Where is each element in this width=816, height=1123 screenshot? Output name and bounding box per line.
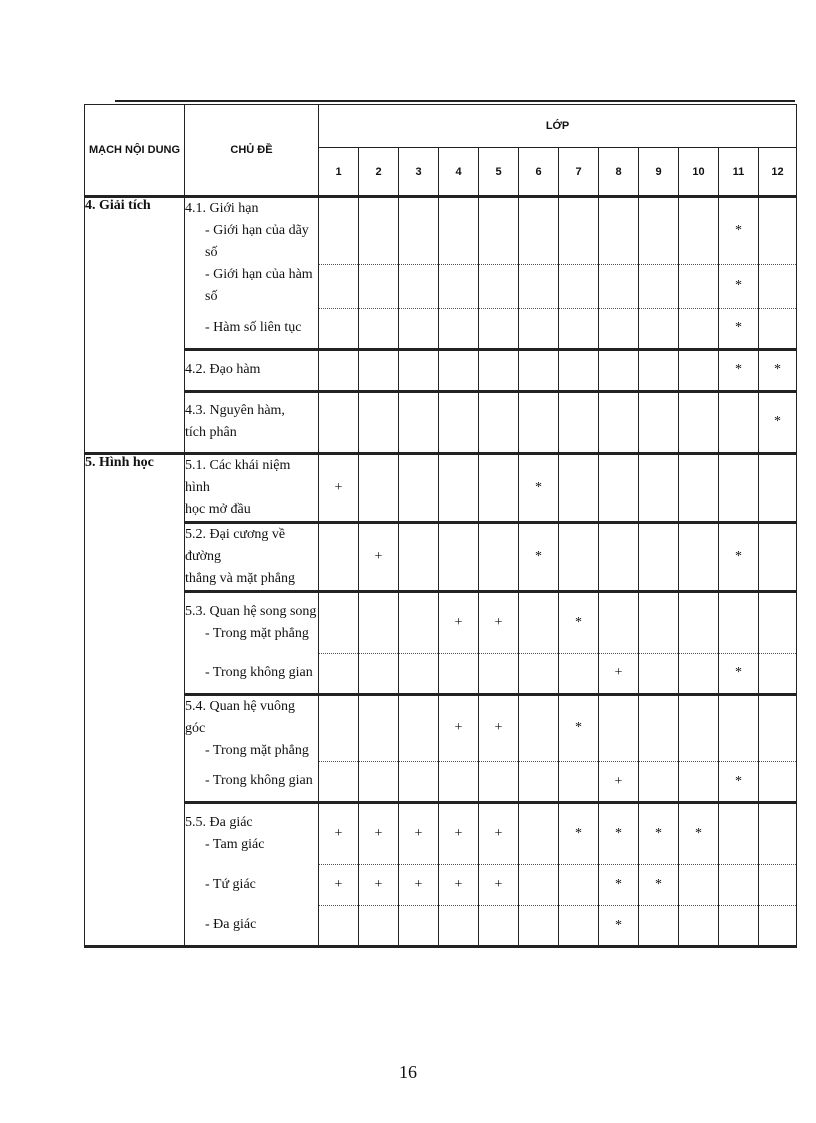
mark-cell-grade-12 [759,197,797,265]
mark-cell-grade-1 [319,906,359,947]
mark-cell-grade-1 [319,694,359,762]
mark-cell-grade-4 [439,906,479,947]
mark-cell-grade-7: * [559,694,599,762]
mark-cell-grade-11: * [719,349,759,391]
mark-cell-grade-12 [759,906,797,947]
mark-cell-grade-5 [479,349,519,391]
subtopic-text: - Trong mặt phẳng [205,742,309,758]
mark-cell-grade-5 [479,391,519,453]
mark-cell-grade-2 [359,762,399,803]
topic-title-line: 5.4. Quan hệ vuông góc [185,698,296,736]
mark-cell-grade-4 [439,349,479,391]
mark-cell-grade-9: * [639,803,679,865]
mark-cell-grade-4: + [439,694,479,762]
mark-cell-grade-7 [559,865,599,906]
subtopic-text: - Giới hạn của hàm số [205,267,313,304]
table-row [85,803,797,865]
mark-cell-grade-10 [679,308,719,349]
mark-cell-grade-1 [319,197,359,265]
mark-cell-grade-1 [319,522,359,591]
mark-cell-grade-3 [399,349,439,391]
subtopic-text: - Tam giác [205,837,265,853]
table-row [85,762,797,803]
mark-cell-grade-9 [639,522,679,591]
table-row [85,349,797,391]
mark-cell-grade-8: * [599,865,639,906]
mark-cell-grade-11 [719,391,759,453]
mark-cell-grade-9: * [639,865,679,906]
mark-cell-grade-5: + [479,803,519,865]
subtopic-text: - Trong không gian [205,773,313,789]
mark-cell-grade-9 [639,694,679,762]
mark-cell-grade-8: + [599,653,639,694]
mark-cell-grade-12 [759,762,797,803]
mark-cell-grade-2 [359,906,399,947]
mark-cell-grade-4 [439,264,479,308]
mark-cell-grade-4 [439,453,479,522]
mark-cell-grade-3 [399,197,439,265]
topic-title [185,453,319,522]
topic-title-line: 5.2. Đại cương về đường [185,526,286,564]
grade-header-3: 3 [399,148,439,197]
mark-cell-grade-12 [759,865,797,906]
mark-cell-grade-3 [399,653,439,694]
mark-cell-grade-11 [719,906,759,947]
mark-cell-grade-7 [559,308,599,349]
mark-cell-grade-4: + [439,865,479,906]
mark-cell-grade-4 [439,308,479,349]
mark-cell-grade-11: * [719,522,759,591]
mark-cell-grade-8 [599,349,639,391]
mark-cell-grade-7 [559,453,599,522]
mark-cell-grade-9 [639,391,679,453]
table-row [85,308,797,349]
topic-title-line: thẳng và mặt phẳng [185,570,296,586]
mark-cell-grade-7: * [559,803,599,865]
mark-cell-grade-11: * [719,653,759,694]
grade-group-header: LỚP [319,105,797,148]
mark-cell-grade-1 [319,591,359,653]
mark-cell-grade-9 [639,264,679,308]
subtopic-label [185,865,319,906]
grade-header-8: 8 [599,148,639,197]
mark-cell-grade-9 [639,453,679,522]
mark-cell-grade-3 [399,694,439,762]
table-row [85,453,797,522]
mark-cell-grade-8: * [599,906,639,947]
mark-cell-grade-1: + [319,865,359,906]
mark-cell-grade-2 [359,264,399,308]
topic-title-line: 5.3. Quan hệ song song [185,603,317,619]
mark-cell-grade-10: * [679,803,719,865]
subtopic-label [185,694,319,762]
mark-cell-grade-2 [359,349,399,391]
grade-header-4: 4 [439,148,479,197]
grade-header-10: 10 [679,148,719,197]
mark-cell-grade-1 [319,349,359,391]
mark-cell-grade-11 [719,803,759,865]
curriculum-table [84,104,797,948]
mark-cell-grade-2 [359,453,399,522]
mark-cell-grade-5 [479,264,519,308]
table-body [85,197,797,947]
mark-cell-grade-11 [719,453,759,522]
mark-cell-grade-8 [599,308,639,349]
mark-cell-grade-10 [679,453,719,522]
topic-title-line: 4.3. Nguyên hàm, [185,403,285,418]
subtopic-text: - Hàm số liên tục [205,319,302,335]
mark-cell-grade-12 [759,453,797,522]
mark-cell-grade-3: + [399,803,439,865]
mark-cell-grade-10 [679,865,719,906]
mark-cell-grade-2 [359,197,399,265]
mark-cell-grade-6 [519,694,559,762]
mark-cell-grade-2 [359,591,399,653]
mark-cell-grade-11 [719,694,759,762]
mark-cell-grade-5 [479,653,519,694]
subtopic-text: - Trong không gian [205,664,313,680]
mark-cell-grade-4 [439,391,479,453]
mark-cell-grade-11: * [719,197,759,265]
subtopic-label [185,906,319,947]
mark-cell-grade-10 [679,197,719,265]
mark-cell-grade-7 [559,906,599,947]
mark-cell-grade-12 [759,308,797,349]
page-number: 16 [399,1062,417,1082]
topic-title-line: 4.1. Giới hạn [185,201,259,216]
mark-cell-grade-7 [559,653,599,694]
mark-cell-grade-5 [479,522,519,591]
topic-title [185,522,319,591]
mark-cell-grade-6 [519,349,559,391]
mark-cell-grade-12 [759,264,797,308]
grade-header-2: 2 [359,148,399,197]
mark-cell-grade-3 [399,264,439,308]
mark-cell-grade-9 [639,197,679,265]
mark-cell-grade-10 [679,264,719,308]
mark-cell-grade-8 [599,197,639,265]
mark-cell-grade-2: + [359,865,399,906]
mark-cell-grade-7 [559,391,599,453]
mark-cell-grade-3 [399,522,439,591]
mark-cell-grade-6 [519,762,559,803]
mark-cell-grade-1 [319,653,359,694]
mark-cell-grade-12 [759,522,797,591]
strand-column-header: MẠCH NỘI DUNG [85,105,185,197]
mark-cell-grade-12 [759,591,797,653]
mark-cell-grade-7 [559,762,599,803]
topic-title-line: học mở đầu [185,501,251,517]
subtopic-text: - Giới hạn của dãy số [205,223,309,260]
mark-cell-grade-5: + [479,865,519,906]
subtopic-text: - Tứ giác [205,877,256,892]
topic-title-line: 4.2. Đạo hàm [185,362,261,377]
topic-column-header: CHỦ ĐỀ [185,105,319,197]
mark-cell-grade-5 [479,453,519,522]
grade-header-12: 12 [759,148,797,197]
mark-cell-grade-8 [599,453,639,522]
mark-cell-grade-6 [519,803,559,865]
strand-name: 4. Giải tích [85,197,185,454]
mark-cell-grade-6 [519,391,559,453]
subtopic-label [185,803,319,865]
mark-cell-grade-11 [719,865,759,906]
topic-title [185,391,319,453]
mark-cell-grade-1 [319,264,359,308]
mark-cell-grade-1: + [319,453,359,522]
mark-cell-grade-11: * [719,762,759,803]
mark-cell-grade-4 [439,522,479,591]
mark-cell-grade-5: + [479,591,519,653]
mark-cell-grade-3: + [399,865,439,906]
mark-cell-grade-4 [439,653,479,694]
mark-cell-grade-5 [479,197,519,265]
strand-name: 5. Hình học [85,453,185,947]
mark-cell-grade-10 [679,694,719,762]
mark-cell-grade-8 [599,694,639,762]
subtopic-label [185,264,319,308]
mark-cell-grade-7 [559,197,599,265]
topic-title-line: 5.1. Các khái niệm hình [185,457,291,495]
subtopic-text: - Trong mặt phẳng [205,625,309,641]
subtopic-label [185,591,319,653]
topic-title-line: 5.5. Đa giác [185,815,253,831]
mark-cell-grade-1 [319,308,359,349]
mark-cell-grade-6: * [519,522,559,591]
mark-cell-grade-3 [399,308,439,349]
mark-cell-grade-6 [519,865,559,906]
mark-cell-grade-7 [559,349,599,391]
mark-cell-grade-10 [679,522,719,591]
mark-cell-grade-9 [639,653,679,694]
mark-cell-grade-12 [759,694,797,762]
mark-cell-grade-2 [359,308,399,349]
mark-cell-grade-1 [319,391,359,453]
mark-cell-grade-2: + [359,803,399,865]
grade-header-9: 9 [639,148,679,197]
table-row [85,522,797,591]
subtopic-label [185,653,319,694]
subtopic-label [185,308,319,349]
grade-header-1: 1 [319,148,359,197]
mark-cell-grade-5 [479,762,519,803]
mark-cell-grade-12: * [759,349,797,391]
mark-cell-grade-8 [599,522,639,591]
mark-cell-grade-4: + [439,591,479,653]
table-row [85,906,797,947]
subtopic-label [185,762,319,803]
table-row [85,197,797,265]
mark-cell-grade-3 [399,906,439,947]
subtopic-label [185,197,319,265]
grade-header-5: 5 [479,148,519,197]
mark-cell-grade-5: + [479,694,519,762]
mark-cell-grade-10 [679,653,719,694]
mark-cell-grade-3 [399,453,439,522]
mark-cell-grade-6 [519,264,559,308]
mark-cell-grade-6 [519,653,559,694]
mark-cell-grade-8 [599,391,639,453]
mark-cell-grade-8: + [599,762,639,803]
mark-cell-grade-3 [399,591,439,653]
mark-cell-grade-6 [519,308,559,349]
mark-cell-grade-10 [679,349,719,391]
table-row [85,653,797,694]
table-row [85,865,797,906]
grade-header-7: 7 [559,148,599,197]
mark-cell-grade-6 [519,591,559,653]
grade-header-6: 6 [519,148,559,197]
table-row [85,391,797,453]
mark-cell-grade-9 [639,591,679,653]
mark-cell-grade-1: + [319,803,359,865]
mark-cell-grade-7 [559,264,599,308]
mark-cell-grade-9 [639,762,679,803]
mark-cell-grade-10 [679,391,719,453]
mark-cell-grade-5 [479,906,519,947]
mark-cell-grade-2: + [359,522,399,591]
mark-cell-grade-4 [439,197,479,265]
top-rule [115,100,795,102]
mark-cell-grade-2 [359,694,399,762]
mark-cell-grade-4 [439,762,479,803]
mark-cell-grade-4: + [439,803,479,865]
mark-cell-grade-10 [679,762,719,803]
subtopic-text: - Đa giác [205,917,257,933]
mark-cell-grade-6: * [519,453,559,522]
table-row [85,591,797,653]
mark-cell-grade-12 [759,653,797,694]
mark-cell-grade-10 [679,591,719,653]
mark-cell-grade-2 [359,653,399,694]
mark-cell-grade-11: * [719,264,759,308]
mark-cell-grade-12 [759,803,797,865]
mark-cell-grade-10 [679,906,719,947]
mark-cell-grade-8 [599,264,639,308]
mark-cell-grade-6 [519,906,559,947]
mark-cell-grade-1 [319,762,359,803]
mark-cell-grade-7: * [559,591,599,653]
grade-header-11: 11 [719,148,759,197]
mark-cell-grade-11 [719,591,759,653]
mark-cell-grade-9 [639,349,679,391]
mark-cell-grade-7 [559,522,599,591]
mark-cell-grade-5 [479,308,519,349]
mark-cell-grade-6 [519,197,559,265]
table-row [85,694,797,762]
mark-cell-grade-3 [399,391,439,453]
mark-cell-grade-12: * [759,391,797,453]
mark-cell-grade-9 [639,308,679,349]
mark-cell-grade-3 [399,762,439,803]
mark-cell-grade-9 [639,906,679,947]
mark-cell-grade-8: * [599,803,639,865]
mark-cell-grade-11: * [719,308,759,349]
topic-title [185,349,319,391]
table-row [85,264,797,308]
mark-cell-grade-8 [599,591,639,653]
topic-title-line: tích phân [185,425,237,440]
mark-cell-grade-2 [359,391,399,453]
